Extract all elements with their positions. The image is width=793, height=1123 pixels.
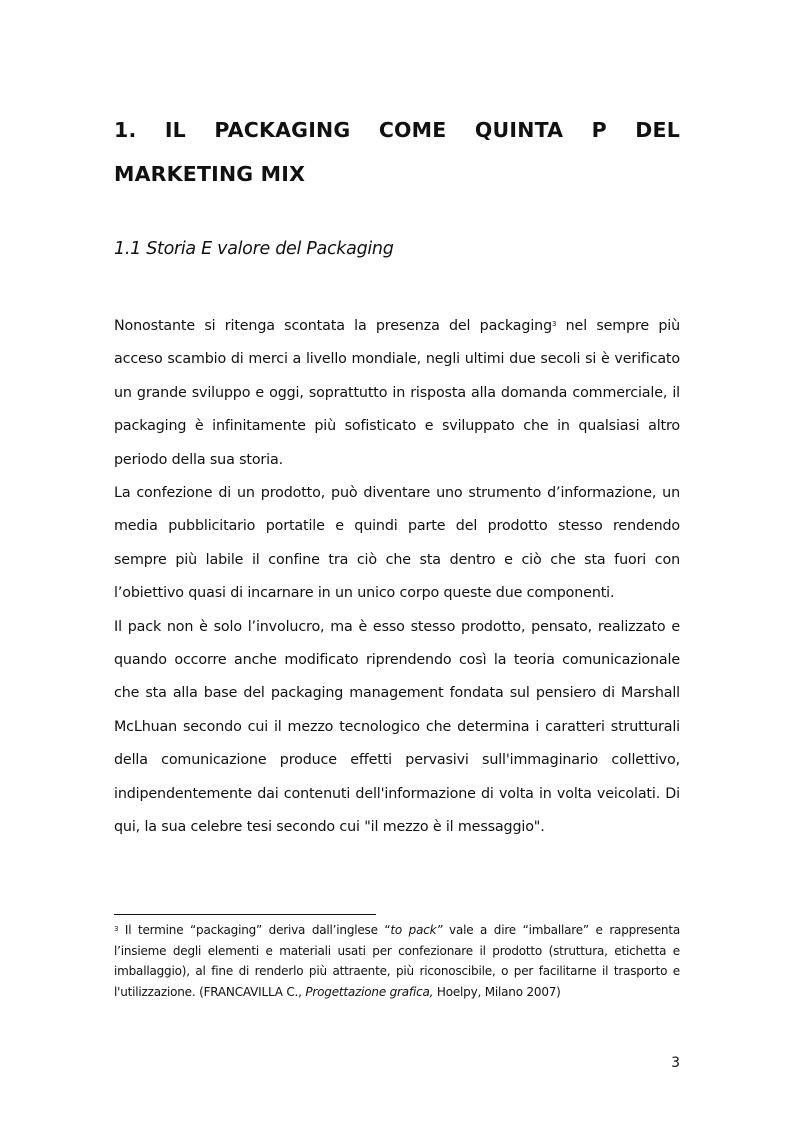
section-title: 1.1 Storia E valore del Packaging bbox=[114, 239, 394, 259]
page-number: 3 bbox=[671, 1055, 680, 1071]
body-text bbox=[114, 310, 680, 845]
footnote-text-3: Hoelpy, Milano 2007) bbox=[433, 984, 561, 999]
footnote-separator bbox=[114, 914, 376, 915]
paragraph-3: Il pack non è solo l’involucro, ma è esso stesso prodotto, pensato, realizzato e quando occorre anche modificato riprendendo così la teoria comunicazionale che sta alla base del packaging management fondata sul pensiero di Marshall McLhuan secondo cui il mezzo tecnologico che determina i caratteri strutturali della comunicazione produce effetti pervasivi sull'immaginario collettivo, indipendentemente dai contenuti dell'informazione di volta in volta veicolati. Di qui, la sua celebre tesi secondo cui "il mezzo è il messaggio". bbox=[114, 618, 680, 836]
heading-word: PACKAGING bbox=[214, 118, 351, 142]
paragraph-1 bbox=[114, 310, 680, 477]
footnote-text-1: Il termine “packaging” deriva dall’inglese “ bbox=[118, 923, 391, 937]
paragraph-2: La confezione di un prodotto, può diventare uno strumento d’informazione, un media pubblicitario portatile e quindi parte del prodotto stesso rendendo sempre più labile il confine tra ciò che sta dentro e ciò che sta fuori con l’obiettivo quasi di incarnare in un unico corpo queste due componenti. bbox=[114, 485, 680, 602]
chapter-heading-continuation: MARKETING MIX bbox=[114, 162, 306, 186]
footnote-term: to pack” bbox=[390, 923, 443, 937]
heading-word: P bbox=[591, 118, 607, 142]
footnote bbox=[114, 920, 680, 1002]
footnote-reference: 3 bbox=[552, 320, 557, 328]
heading-word: DEL bbox=[635, 118, 680, 142]
heading-word: COME bbox=[378, 118, 447, 142]
heading-word: 1. bbox=[114, 118, 137, 142]
chapter-heading bbox=[114, 118, 680, 142]
paragraph-1-rest: nel sempre più acceso scambio di merci a livello mondiale, negli ultimi due secoli si è verificato un grande sviluppo e oggi, soprattutto in risposta alla domanda commerciale, il packaging è infinitamente più sofisticato e sviluppato che in qualsiasi altro periodo della sua storia. bbox=[114, 318, 680, 468]
footnote-text-2: vale a dire “imballare” e rappresenta l’insieme degli elementi e materiali usati per confezionare il prodotto (struttura, etichetta e imballaggio), al fine di renderlo più attraente, più riconoscibile, o per facilitarne il trasporto e l'utilizzazione. (FRANCAVILLA C., bbox=[114, 923, 680, 999]
heading-word: IL bbox=[164, 118, 186, 142]
paragraph-1-start: Nonostante si ritenga scontata la presenza del packaging bbox=[114, 318, 553, 334]
footnote-number: 3 bbox=[114, 925, 119, 933]
heading-word: QUINTA bbox=[474, 118, 564, 142]
footnote-book-title: Progettazione grafica, bbox=[305, 984, 434, 999]
